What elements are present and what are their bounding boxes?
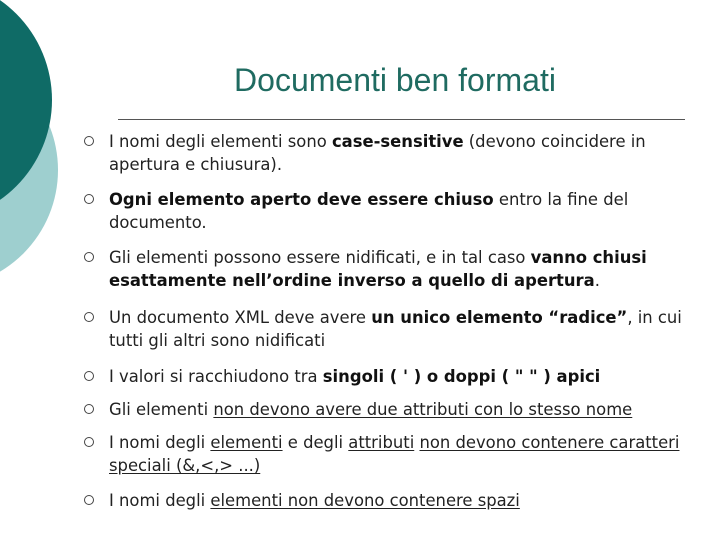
bullet-text <box>109 365 709 388</box>
text-run: vanno chiusi esattamente nell’ordine inverso a quello di apertura <box>109 248 647 290</box>
text-run: I nomi degli <box>109 433 211 452</box>
text-run: Un documento XML deve avere <box>109 308 372 327</box>
bullet-text <box>109 188 709 234</box>
text-run: non devono avere due attributi con lo stesso nome <box>213 400 633 419</box>
bullet-circle-icon <box>84 312 94 322</box>
text-run: un unico elemento “radice” <box>371 308 628 327</box>
text-run: e degli <box>282 433 349 452</box>
bullet-circle-icon <box>84 437 94 447</box>
text-run: elementi <box>210 433 283 452</box>
text-run: non devono contenere caratteri speciali (&,<,> ...) <box>109 433 680 475</box>
bullet-text <box>109 130 709 176</box>
text-run: entro la fine del documento. <box>109 190 629 232</box>
bullet-circle-icon <box>84 194 94 204</box>
text-run: Gli elementi <box>109 400 214 419</box>
text-run: (devono coincidere in apertura e chiusura). <box>109 132 646 174</box>
bullet-text <box>109 431 709 477</box>
text-run: Ogni elemento aperto deve essere chiuso <box>109 190 494 209</box>
bullet-circle-icon <box>84 252 94 262</box>
bullet-circle-icon <box>84 495 94 505</box>
bullet-text <box>109 306 709 352</box>
bullet-circle-icon <box>84 371 94 381</box>
text-run: I nomi degli elementi sono <box>109 132 332 151</box>
slide-title: Documenti ben formati <box>234 62 556 98</box>
text-run: attributi <box>348 433 415 452</box>
text-run: I valori si racchiudono tra <box>109 367 323 386</box>
text-run: , in cui tutti gli altri sono nidificati <box>109 308 682 350</box>
bullet-circle-icon <box>84 404 94 414</box>
bullet-text <box>109 246 709 292</box>
text-run: I nomi degli <box>109 491 211 510</box>
bullet-circle-icon <box>84 136 94 146</box>
title-divider <box>118 119 685 120</box>
text-run: singoli ( ' ) o doppi ( " " ) apici <box>322 367 601 386</box>
bullet-text <box>109 398 709 421</box>
text-run: . <box>594 271 600 290</box>
text-run: elementi non devono contenere spazi <box>210 491 520 510</box>
decorative-circles <box>0 0 120 300</box>
bullet-text <box>109 489 709 512</box>
text-run: Gli elementi possono essere nidificati, e in tal caso <box>109 248 531 267</box>
text-run: case-sensitive <box>331 132 464 151</box>
